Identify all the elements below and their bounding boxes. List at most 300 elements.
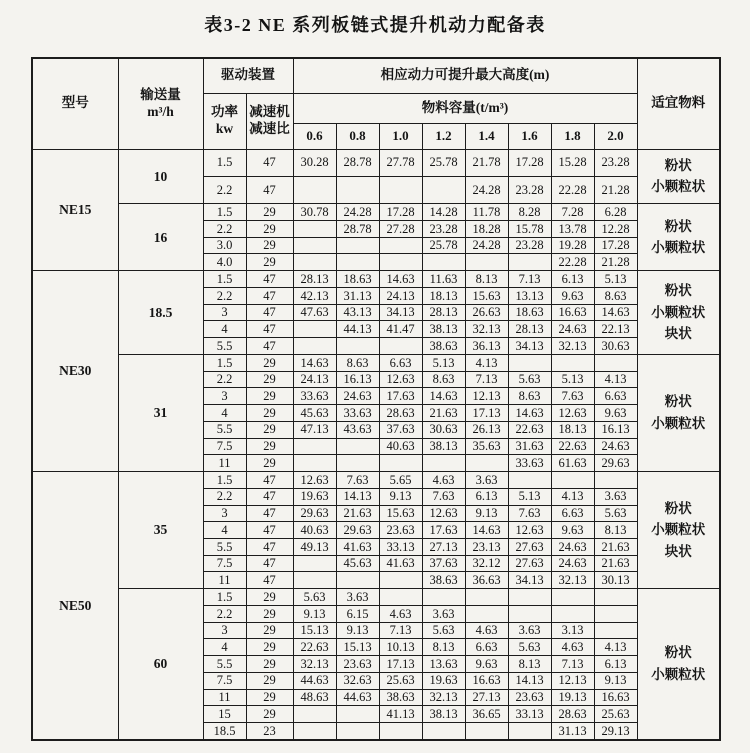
- power-cell: 3: [203, 388, 246, 405]
- height-cell: 21.63: [594, 538, 637, 555]
- height-cell: 3.63: [465, 472, 508, 489]
- height-cell: 30.13: [594, 572, 637, 589]
- height-cell: [293, 237, 336, 254]
- ratio-cell: 29: [246, 605, 293, 622]
- power-cell: 5.5: [203, 538, 246, 555]
- height-cell: 33.13: [508, 706, 551, 723]
- height-cell: 15.63: [379, 505, 422, 522]
- height-cell: [336, 176, 379, 203]
- height-cell: 24.63: [551, 321, 594, 338]
- height-cell: 18.13: [422, 287, 465, 304]
- height-cell: [379, 237, 422, 254]
- height-cell: [422, 455, 465, 472]
- height-cell: 12.63: [508, 522, 551, 539]
- table-row: [32, 204, 720, 221]
- height-cell: 43.63: [336, 421, 379, 438]
- height-cell: 8.63: [508, 388, 551, 405]
- height-cell: 19.63: [293, 488, 336, 505]
- height-cell: 8.63: [594, 287, 637, 304]
- height-cell: 15.78: [508, 221, 551, 238]
- height-cell: 17.28: [594, 237, 637, 254]
- power-cell: 3: [203, 304, 246, 321]
- height-cell: [336, 455, 379, 472]
- power-cell: 11: [203, 455, 246, 472]
- table-row: [32, 472, 720, 489]
- height-cell: 5.13: [422, 354, 465, 371]
- height-cell: 18.13: [551, 421, 594, 438]
- height-cell: 32.12: [465, 555, 508, 572]
- height-cell: 32.13: [293, 656, 336, 673]
- height-cell: 7.63: [551, 388, 594, 405]
- ratio-cell: 47: [246, 176, 293, 203]
- table-row: [32, 589, 720, 606]
- ratio-cell: 47: [246, 321, 293, 338]
- ratio-cell: 47: [246, 555, 293, 572]
- height-cell: 31.13: [336, 287, 379, 304]
- table-body: [32, 149, 720, 740]
- height-cell: 6.63: [551, 505, 594, 522]
- height-cell: 15.13: [293, 622, 336, 639]
- height-cell: 7.13: [508, 271, 551, 288]
- capacity-cell: 10: [118, 149, 203, 204]
- height-cell: 41.13: [379, 706, 422, 723]
- height-cell: 17.28: [508, 149, 551, 176]
- material-line: 粉状: [664, 500, 692, 516]
- ratio-cell: 47: [246, 522, 293, 539]
- height-cell: [379, 338, 422, 355]
- density-tick: 1.6: [508, 123, 551, 149]
- material-cell: [637, 204, 720, 271]
- height-cell: 29.63: [336, 522, 379, 539]
- height-cell: [508, 723, 551, 740]
- height-cell: 27.78: [379, 149, 422, 176]
- density-tick: 0.8: [336, 123, 379, 149]
- height-cell: [465, 723, 508, 740]
- height-cell: 8.28: [508, 204, 551, 221]
- height-cell: 4.13: [594, 639, 637, 656]
- height-cell: [551, 589, 594, 606]
- ratio-cell: 29: [246, 455, 293, 472]
- material-line: 粉状: [664, 394, 692, 410]
- power-cell: 11: [203, 572, 246, 589]
- material-line: 小颗粒状: [651, 667, 706, 683]
- table-row: [32, 354, 720, 371]
- height-cell: 27.28: [379, 221, 422, 238]
- height-cell: 27.13: [465, 689, 508, 706]
- ratio-cell: 29: [246, 405, 293, 422]
- height-cell: 23.28: [508, 176, 551, 203]
- material-cell: [637, 354, 720, 471]
- height-cell: 12.63: [422, 505, 465, 522]
- power-spec-table: [31, 57, 721, 741]
- material-line: 粉状: [664, 218, 692, 234]
- density-tick: 1.0: [379, 123, 422, 149]
- height-cell: 24.63: [551, 555, 594, 572]
- height-cell: 17.63: [379, 388, 422, 405]
- height-cell: 14.13: [336, 488, 379, 505]
- height-cell: 13.13: [508, 287, 551, 304]
- ratio-cell: 29: [246, 204, 293, 221]
- height-cell: [379, 455, 422, 472]
- height-cell: 26.63: [465, 304, 508, 321]
- capacity-cell: 18.5: [118, 271, 203, 355]
- height-cell: 6.13: [465, 488, 508, 505]
- capacity-cell: 35: [118, 472, 203, 589]
- height-cell: 40.63: [379, 438, 422, 455]
- height-cell: 17.63: [422, 522, 465, 539]
- height-cell: 4.63: [551, 639, 594, 656]
- height-cell: 14.63: [465, 522, 508, 539]
- height-cell: 9.13: [465, 505, 508, 522]
- height-cell: 8.13: [594, 522, 637, 539]
- height-cell: 34.13: [508, 338, 551, 355]
- material-cell: [637, 589, 720, 740]
- height-cell: 32.13: [551, 572, 594, 589]
- height-cell: 5.63: [594, 505, 637, 522]
- material-line: 粉状: [664, 645, 692, 661]
- height-cell: 4.13: [594, 371, 637, 388]
- height-cell: 5.13: [551, 371, 594, 388]
- height-cell: 19.13: [551, 689, 594, 706]
- ratio-cell: 29: [246, 254, 293, 271]
- height-cell: 14.63: [422, 388, 465, 405]
- height-cell: 32.13: [465, 321, 508, 338]
- col-header-capacity: [118, 58, 203, 149]
- height-cell: 24.13: [293, 371, 336, 388]
- height-cell: 19.63: [422, 672, 465, 689]
- height-cell: 8.13: [508, 656, 551, 673]
- capacity-label-line2: m³/h: [147, 103, 174, 119]
- height-cell: 7.13: [465, 371, 508, 388]
- ratio-cell: 29: [246, 371, 293, 388]
- height-cell: 3.63: [336, 589, 379, 606]
- model-cell: NE15: [32, 149, 118, 271]
- power-cell: 18.5: [203, 723, 246, 740]
- height-cell: 12.13: [551, 672, 594, 689]
- table-title: 表3-2 NE 系列板链式提升机动力配备表: [204, 15, 546, 35]
- height-cell: [508, 589, 551, 606]
- height-cell: [293, 455, 336, 472]
- ratio-cell: 29: [246, 622, 293, 639]
- height-cell: 43.13: [336, 304, 379, 321]
- height-cell: 32.13: [551, 338, 594, 355]
- height-cell: 47.13: [293, 421, 336, 438]
- model-cell: NE30: [32, 271, 118, 472]
- height-cell: 27.63: [508, 555, 551, 572]
- power-cell: 1.5: [203, 589, 246, 606]
- power-cell: 5.5: [203, 421, 246, 438]
- col-header-model: 型号: [32, 58, 118, 149]
- height-cell: [422, 176, 465, 203]
- ratio-cell: 47: [246, 488, 293, 505]
- height-cell: 23.63: [508, 689, 551, 706]
- height-cell: 47.63: [293, 304, 336, 321]
- height-cell: [336, 706, 379, 723]
- height-cell: 37.63: [422, 555, 465, 572]
- height-cell: 19.28: [551, 237, 594, 254]
- height-cell: 42.13: [293, 287, 336, 304]
- density-tick: 1.4: [465, 123, 508, 149]
- power-cell: 11: [203, 689, 246, 706]
- height-cell: 23.28: [508, 237, 551, 254]
- height-cell: 22.13: [594, 321, 637, 338]
- height-cell: 28.13: [422, 304, 465, 321]
- ratio-cell: 29: [246, 438, 293, 455]
- material-line: 小颗粒状: [651, 304, 706, 320]
- height-cell: 34.13: [379, 304, 422, 321]
- height-cell: 25.78: [422, 149, 465, 176]
- height-cell: 26.13: [465, 421, 508, 438]
- height-cell: 22.63: [508, 421, 551, 438]
- height-cell: 6.13: [551, 271, 594, 288]
- power-cell: 3: [203, 622, 246, 639]
- height-cell: [293, 706, 336, 723]
- height-cell: 14.63: [379, 271, 422, 288]
- height-cell: 5.63: [508, 639, 551, 656]
- height-cell: [508, 354, 551, 371]
- height-cell: 21.63: [422, 405, 465, 422]
- height-cell: 38.63: [379, 689, 422, 706]
- col-header-power: [203, 93, 246, 149]
- height-cell: 16.63: [465, 672, 508, 689]
- height-cell: 33.63: [293, 388, 336, 405]
- height-cell: 34.13: [508, 572, 551, 589]
- ratio-cell: 29: [246, 706, 293, 723]
- height-cell: 6.13: [594, 656, 637, 673]
- model-cell: NE50: [32, 472, 118, 740]
- height-cell: 5.63: [422, 622, 465, 639]
- material-cell: [637, 149, 720, 204]
- height-cell: 12.63: [551, 405, 594, 422]
- ratio-cell: 47: [246, 472, 293, 489]
- power-cell: 4: [203, 522, 246, 539]
- material-line: 粉状: [664, 157, 692, 173]
- height-cell: 37.63: [379, 421, 422, 438]
- height-cell: 41.63: [336, 538, 379, 555]
- capacity-cell: 60: [118, 589, 203, 740]
- height-cell: 7.13: [379, 622, 422, 639]
- material-line: 小颗粒状: [651, 522, 706, 538]
- height-cell: 28.13: [508, 321, 551, 338]
- height-cell: [336, 438, 379, 455]
- table-row: [32, 271, 720, 288]
- height-cell: 32.13: [422, 689, 465, 706]
- ratio-cell: 29: [246, 672, 293, 689]
- height-cell: 21.63: [594, 555, 637, 572]
- height-cell: 5.63: [508, 371, 551, 388]
- capacity-cell: 16: [118, 204, 203, 271]
- power-cell: 5.5: [203, 656, 246, 673]
- height-cell: 12.63: [293, 472, 336, 489]
- height-cell: 16.13: [594, 421, 637, 438]
- height-cell: 18.63: [336, 271, 379, 288]
- height-cell: 24.63: [594, 438, 637, 455]
- height-cell: 44.63: [293, 672, 336, 689]
- height-cell: 40.63: [293, 522, 336, 539]
- ratio-cell: 47: [246, 287, 293, 304]
- ratio-cell: 29: [246, 639, 293, 656]
- height-cell: [422, 589, 465, 606]
- col-header-bulk-density: 物料容量(t/m³): [293, 93, 637, 123]
- height-cell: 6.63: [379, 354, 422, 371]
- material-line: 小颗粒状: [651, 179, 706, 195]
- height-cell: 9.13: [293, 605, 336, 622]
- height-cell: [293, 438, 336, 455]
- power-cell: 4: [203, 405, 246, 422]
- ratio-cell: 23: [246, 723, 293, 740]
- power-cell: 1.5: [203, 354, 246, 371]
- height-cell: 6.63: [465, 639, 508, 656]
- power-cell: 1.5: [203, 271, 246, 288]
- height-cell: [293, 723, 336, 740]
- height-cell: 21.63: [336, 505, 379, 522]
- height-cell: 14.13: [508, 672, 551, 689]
- height-cell: [336, 237, 379, 254]
- height-cell: 30.78: [293, 204, 336, 221]
- height-cell: [465, 589, 508, 606]
- height-cell: 22.28: [551, 254, 594, 271]
- power-cell: 4: [203, 321, 246, 338]
- height-cell: [379, 572, 422, 589]
- height-cell: 5.63: [293, 589, 336, 606]
- power-label-line1: 功率: [211, 104, 238, 120]
- height-cell: 45.63: [293, 405, 336, 422]
- height-cell: [293, 176, 336, 203]
- ratio-cell: 29: [246, 689, 293, 706]
- height-cell: 24.63: [551, 538, 594, 555]
- height-cell: 28.78: [336, 149, 379, 176]
- height-cell: 32.63: [336, 672, 379, 689]
- height-cell: 38.13: [422, 321, 465, 338]
- height-cell: 44.13: [336, 321, 379, 338]
- density-tick: 0.6: [293, 123, 336, 149]
- height-cell: [508, 254, 551, 271]
- height-cell: 38.13: [422, 438, 465, 455]
- height-cell: 6.63: [594, 388, 637, 405]
- height-cell: 12.28: [594, 221, 637, 238]
- height-cell: 28.63: [551, 706, 594, 723]
- height-cell: [379, 723, 422, 740]
- height-cell: 7.63: [336, 472, 379, 489]
- height-cell: 35.63: [465, 438, 508, 455]
- height-cell: [379, 589, 422, 606]
- material-cell: [637, 472, 720, 589]
- height-cell: [465, 605, 508, 622]
- power-cell: 15: [203, 706, 246, 723]
- height-cell: 9.63: [551, 522, 594, 539]
- ratio-cell: 29: [246, 388, 293, 405]
- height-cell: 3.63: [594, 488, 637, 505]
- height-cell: 9.13: [336, 622, 379, 639]
- height-cell: 36.65: [465, 706, 508, 723]
- power-cell: 7.5: [203, 438, 246, 455]
- ratio-cell: 29: [246, 221, 293, 238]
- power-cell: 3: [203, 505, 246, 522]
- height-cell: 17.13: [379, 656, 422, 673]
- height-cell: 9.13: [594, 672, 637, 689]
- height-cell: 38.13: [422, 706, 465, 723]
- height-cell: 7.63: [422, 488, 465, 505]
- material-line: 粉状: [664, 283, 692, 299]
- height-cell: 24.28: [465, 237, 508, 254]
- height-cell: 15.63: [465, 287, 508, 304]
- power-cell: 4.0: [203, 254, 246, 271]
- col-header-max-height: 相应动力可提升最大高度(m): [293, 58, 637, 93]
- height-cell: 5.65: [379, 472, 422, 489]
- ratio-cell: 29: [246, 656, 293, 673]
- height-cell: 27.13: [422, 538, 465, 555]
- height-cell: 21.28: [594, 254, 637, 271]
- height-cell: 25.78: [422, 237, 465, 254]
- height-cell: 17.13: [465, 405, 508, 422]
- height-cell: 24.28: [336, 204, 379, 221]
- power-cell: 2.2: [203, 287, 246, 304]
- height-cell: 23.13: [465, 538, 508, 555]
- height-cell: [465, 254, 508, 271]
- height-cell: 7.28: [551, 204, 594, 221]
- height-cell: 16.13: [336, 371, 379, 388]
- height-cell: 4.63: [422, 472, 465, 489]
- height-cell: 3.13: [551, 622, 594, 639]
- material-line: 块状: [664, 543, 692, 559]
- power-cell: 2.2: [203, 488, 246, 505]
- height-cell: 14.28: [422, 204, 465, 221]
- height-cell: 27.63: [508, 538, 551, 555]
- height-cell: 24.13: [379, 287, 422, 304]
- height-cell: [594, 605, 637, 622]
- height-cell: [336, 338, 379, 355]
- height-cell: 16.63: [594, 689, 637, 706]
- height-cell: 33.13: [379, 538, 422, 555]
- height-cell: 23.63: [379, 522, 422, 539]
- capacity-label-line1: 输送量: [140, 86, 181, 102]
- power-label-line2: kw: [215, 121, 234, 136]
- height-cell: 36.13: [465, 338, 508, 355]
- height-cell: [594, 472, 637, 489]
- height-cell: [422, 723, 465, 740]
- density-tick: 2.0: [594, 123, 637, 149]
- height-cell: 23.28: [422, 221, 465, 238]
- height-cell: 8.63: [336, 354, 379, 371]
- power-cell: 1.5: [203, 204, 246, 221]
- ratio-cell: 29: [246, 237, 293, 254]
- height-cell: 29.13: [594, 723, 637, 740]
- height-cell: 6.28: [594, 204, 637, 221]
- height-cell: 25.63: [594, 706, 637, 723]
- height-cell: 23.28: [594, 149, 637, 176]
- height-cell: [594, 589, 637, 606]
- height-cell: 22.28: [551, 176, 594, 203]
- height-cell: 28.13: [293, 271, 336, 288]
- height-cell: 14.63: [594, 304, 637, 321]
- capacity-cell: 31: [118, 354, 203, 471]
- height-cell: 4.63: [379, 605, 422, 622]
- ratio-cell: 29: [246, 421, 293, 438]
- height-cell: 36.63: [465, 572, 508, 589]
- height-cell: 29.63: [293, 505, 336, 522]
- height-cell: 11.63: [422, 271, 465, 288]
- height-cell: 18.28: [465, 221, 508, 238]
- power-cell: 3.0: [203, 237, 246, 254]
- col-header-drive: 驱动装置: [203, 58, 293, 93]
- height-cell: 24.63: [336, 388, 379, 405]
- height-cell: 13.63: [422, 656, 465, 673]
- height-cell: [293, 338, 336, 355]
- height-cell: 9.63: [465, 656, 508, 673]
- height-cell: 6.15: [336, 605, 379, 622]
- col-header-ratio: [246, 93, 293, 149]
- ratio-cell: 47: [246, 538, 293, 555]
